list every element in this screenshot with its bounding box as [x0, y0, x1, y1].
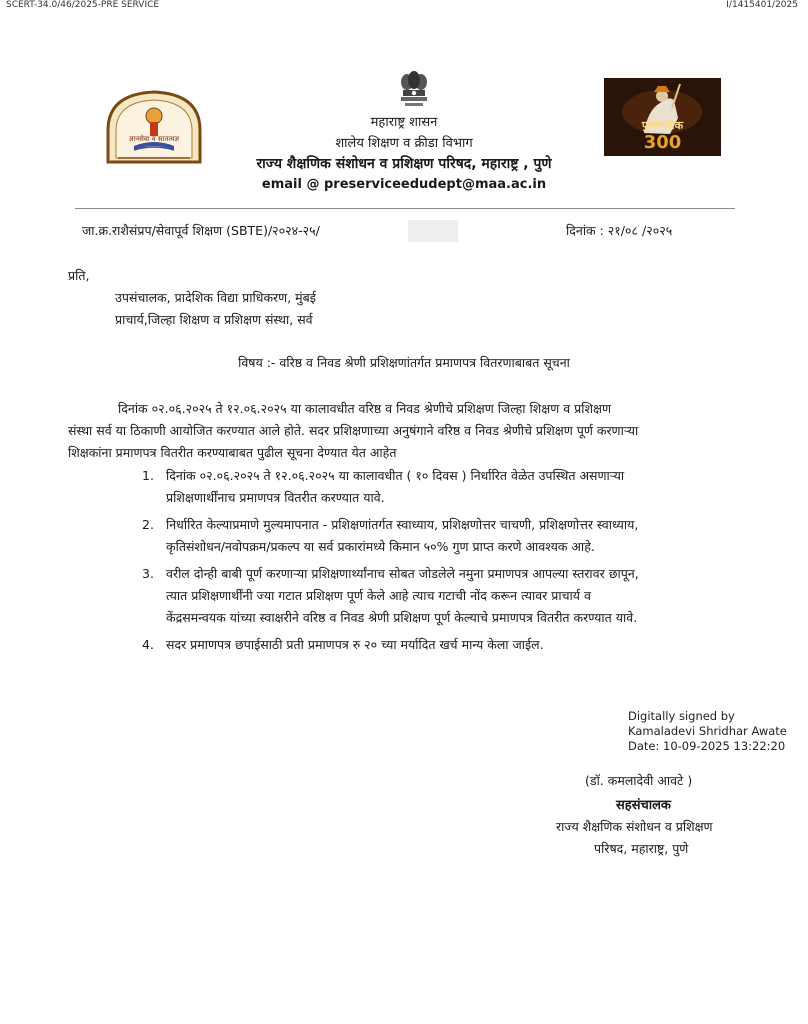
body-line-1: दिनांक ०२.०६.२०२५ ते १२.०६.२०२५ या कालावधीत वरिष्ठ व निवड श्रेणीचे प्रशिक्षण जिल्हा शिक्षण व प्रशिक्षण	[118, 401, 611, 416]
redacted-field	[408, 220, 458, 242]
list-item-line: प्रशिक्षणार्थींनाच प्रमाणपत्र वितरीत करण्यात यावे.	[166, 490, 385, 505]
list-item-number: 4.	[142, 637, 154, 652]
punyashlok-caption: पुण्यश्लोक	[641, 119, 684, 132]
list-item	[142, 563, 742, 631]
top-right-reference: I/1415401/2025	[726, 0, 798, 10]
state-emblem-icon	[393, 70, 435, 110]
signatory-designation: सहसंचालक	[616, 798, 671, 813]
list-item-line: त्यात प्रशिक्षणार्थींनी ज्या गटात प्रशिक्षण पूर्ण केले आहे त्याच गटाची नोंद करून त्यावर प्राचार्य व	[166, 588, 591, 603]
signatory-office-2: परिषद, महाराष्ट्र, पुणे	[594, 841, 689, 856]
body-line-3: शिक्षकांना प्रमाणपत्र वितरीत करण्याबाबत पुढील सूचना देण्यात येत आहेत	[68, 445, 397, 460]
header-govt: महाराष्ट्र शासन	[370, 115, 438, 130]
signatory-office-1: राज्य शैक्षणिक संशोधन व प्रशिक्षण	[556, 819, 713, 834]
subject: विषय :- वरिष्ठ व निवड श्रेणी प्रशिक्षणांतर्गत प्रमाणपत्र वितरणाबाबत सूचना	[238, 355, 570, 370]
reference-number: जा.क्र.राशैसंप्रप/सेवापूर्व शिक्षण (SBTE)/२०२४-२५/	[82, 223, 320, 238]
list-item	[142, 634, 742, 658]
list-item-line: निर्धारित केल्याप्रमाणे मुल्यमापनात - प्रशिक्षणांतर्गत स्वाध्याय, प्रशिक्षणोत्तर चाचणी, प्रशिक्षणोत्तर स्वाध्याय,	[166, 517, 639, 532]
list-item-line: वरील दोन्ही बाबी पूर्ण करणाऱ्या प्रशिक्षणार्थ्यांनाच सोबत जोडलेले नमुना प्रमाणपत्र आपल्या स्तरावर छापून,	[166, 566, 639, 581]
top-left-reference: SCERT-34.0/46/2025-PRE SERVICE	[6, 0, 160, 10]
list-item-line: सदर प्रमाणपत्र छपाईसाठी प्रती प्रमाणपत्र रु २० च्या मर्यादित खर्च मान्य केला जाईल.	[166, 637, 544, 652]
to-label: प्रति,	[68, 268, 90, 283]
reference-date: दिनांक : २१/०८ /२०२५	[566, 223, 673, 238]
body-line-2: संस्था सर्व या ठिकाणी आयोजित करण्यात आले होते. सदर प्रशिक्षणाच्या अनुषंगाने वरिष्ठ व निवड श्रेणीचे प्रशिक्षण पूर्ण करणाऱ्या	[68, 423, 639, 438]
recipient-2: प्राचार्य,जिल्हा शिक्षण व प्रशिक्षण संस्था, सर्व	[115, 312, 313, 327]
header-department: शालेय शिक्षण व क्रीडा विभाग	[335, 136, 473, 151]
header-divider	[75, 208, 735, 209]
header-email: email @ preserviceedudept@maa.ac.in	[261, 177, 547, 192]
list-item-line: केंद्रसमन्वयक यांच्या स्वाक्षरीने वरिष्ठ व निवड श्रेणी प्रशिक्षण पूर्ण केल्याचे प्रमाणपत्र वितरीत करण्यात यावे.	[166, 610, 638, 625]
recipient-1: उपसंचालक, प्रादेशिक विद्या प्राधिकरण, मुंबई	[115, 290, 316, 305]
digital-signature	[628, 709, 787, 754]
signatory-name: (डॉ. कमलादेवी आवटे )	[585, 773, 693, 788]
list-item-number: 1.	[142, 468, 154, 483]
signature-date: Date: 10-09-2025 13:22:20	[628, 739, 786, 753]
signature-line-1: Digitally signed by	[628, 709, 735, 723]
list-item-line: कृतिसंशोधन/नवोपक्रम/प्रकल्प या सर्व प्रकारांमध्ये किमान ५०% गुण प्राप्त करणे आवश्यक आहे.	[166, 539, 595, 554]
list-item-number: 2.	[142, 517, 154, 532]
punyashlok-number: 300	[643, 132, 682, 153]
list-item-number: 3.	[142, 566, 154, 581]
scert-logo-caption: ज्ञानसेवा व सातत्यज्ञ	[128, 135, 180, 143]
list-item-line: दिनांक ०२.०६.२०२५ ते १२.०६.२०२५ या कालावधीत ( १० दिवस ) निर्धारित वेळेत उपस्थित असणाऱ्या	[166, 468, 625, 483]
signature-line-2: Kamaladevi Shridhar Awate	[628, 724, 787, 738]
list-item	[142, 514, 742, 560]
list-item	[142, 465, 742, 511]
header-council: राज्य शैक्षणिक संशोधन व प्रशिक्षण परिषद, महाराष्ट्र , पुणे	[256, 156, 552, 172]
